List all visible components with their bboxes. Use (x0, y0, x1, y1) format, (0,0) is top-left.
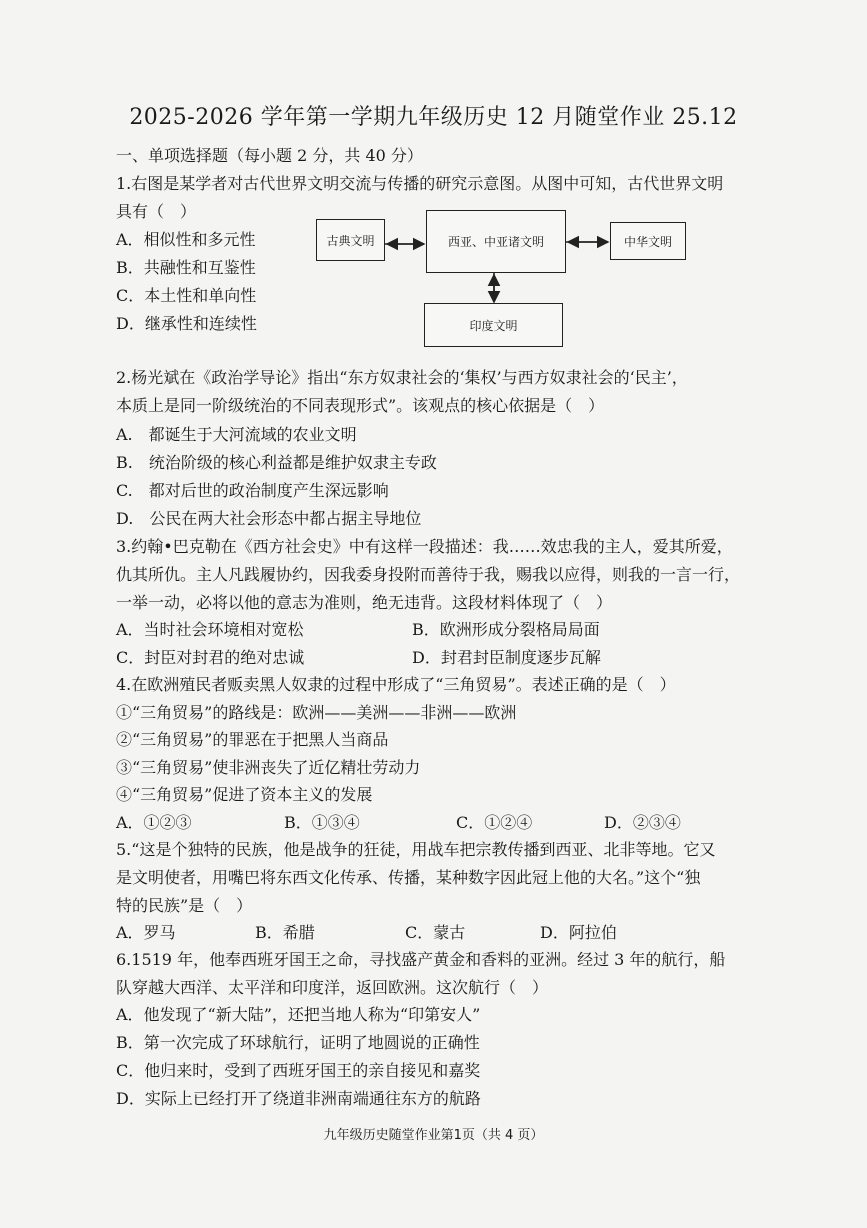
q4-statement-4: ④“三角贸易”促进了资本主义的发展 (116, 785, 373, 804)
q6-option-a: A．他发现了“新大陆”，还把当地人称为“印第安人” (116, 1005, 481, 1024)
q5-option-a: A．罗马 (116, 923, 176, 942)
box-indian-civilization: 印度文明 (424, 303, 563, 347)
page-title: 2025-2026 学年第一学期九年级历史 12 月随堂作业 25.12 (129, 105, 738, 130)
box-classical-civilization: 古典文明 (316, 219, 385, 261)
q2-option-b: B. 统治阶级的核心利益都是维护奴隶主专政 (116, 453, 437, 472)
q4-stem: 4.在欧洲殖民者贩卖黑人奴隶的过程中形成了“三角贸易”。表述正确的是（ ） (116, 675, 676, 694)
page-footer: 九年级历史随堂作业第1页（共 4 页） (323, 1128, 544, 1143)
q3-stem-line3: 一举一动，必将以他的意志为准则，绝无违背。这段材料体现了（ ） (116, 593, 613, 612)
q1-option-a: A．相似性和多元性 (116, 230, 256, 249)
q3-stem-line1: 3.约翰•巴克勒在《西方社会史》中有这样一段描述：我……效忠我的主人，爱其所爱， (116, 537, 733, 556)
q2-stem-line1: 2.杨光斌在《政治学导论》指出“东方奴隶社会的‘集权’与西方奴隶社会的‘民主’， (116, 368, 688, 387)
q6-option-b: B．第一次完成了环球航行，证明了地圆说的正确性 (116, 1033, 480, 1052)
q2-option-a: A. 都诞生于大河流域的农业文明 (116, 425, 357, 444)
q5-option-d: D．阿拉伯 (540, 923, 617, 942)
q4-option-b: B．①③④ (284, 813, 360, 832)
box-west-central-asia-civilization: 西亚、中亚诸文明 (426, 210, 566, 273)
q5-stem-line1: 5.“这是个独特的民族，他是战争的狂徒，用战车把宗教传播到西亚、北非等地。它又 (116, 840, 716, 859)
q5-stem-line3: 特的民族”是（ ） (116, 896, 253, 915)
q4-option-a: A．①②③ (116, 813, 192, 832)
q4-statement-2: ②“三角贸易”的罪恶在于把黑人当商品 (116, 730, 389, 749)
q1-option-b: B．共融性和互鉴性 (116, 258, 256, 277)
q6-stem-line1: 6.1519 年，他奉西班牙国王之命，寻找盛产黄金和香料的亚洲。经过 3 年的航行，船 (116, 950, 726, 969)
q5-option-b: B．希腊 (255, 923, 315, 942)
q6-option-d: D．实际上已经打开了绕道非洲南端通往东方的航路 (116, 1089, 481, 1108)
q6-stem-line2: 队穿越大西洋、太平洋和印度洋，返回欧洲。这次航行（ ） (116, 978, 549, 997)
q4-option-d: D．②③④ (604, 813, 681, 832)
q2-option-d: D. 公民在两大社会形态中都占据主导地位 (116, 509, 422, 528)
q5-option-c: C．蒙古 (405, 923, 466, 942)
q3-stem-line2: 仇其所仇。主人凡践履协约，因我委身投附而善待于我，赐我以应得，则我的一言一行， (116, 565, 741, 584)
box-chinese-civilization: 中华文明 (610, 222, 686, 260)
q3-option-c: C．封臣对封君的绝对忠诚 (116, 648, 305, 667)
section-heading: 一、单项选择题（每小题 2 分，共 40 分） (116, 146, 423, 165)
q2-option-c: C. 都对后世的政治制度产生深远影响 (116, 481, 389, 500)
q1-stem-line2: 具有（ ） (116, 202, 197, 221)
q1-stem-line1: 1.右图是某学者对古代世界文明交流与传播的研究示意图。从图中可知，古代世界文明 (116, 174, 724, 193)
q4-statement-1: ①“三角贸易”的路线是：欧洲——美洲——非洲——欧洲 (116, 703, 517, 722)
q3-option-a: A．当时社会环境相对宽松 (116, 620, 304, 639)
q5-stem-line2: 是文明使者，用嘴巴将东西文化传承、传播，某种数字因此冠上他的大名。”这个“独 (116, 868, 701, 887)
q6-option-c: C．他归来时，受到了西班牙国王的亲自接见和嘉奖 (116, 1061, 481, 1080)
q1-option-c: C．本土性和单向性 (116, 286, 257, 305)
q2-stem-line2: 本质上是同一阶级统治的不同表现形式”。该观点的核心依据是（ ） (116, 396, 605, 415)
q3-option-b: B．欧洲形成分裂格局局面 (412, 620, 600, 639)
q4-statement-3: ③“三角贸易”使非洲丧失了近亿精壮劳动力 (116, 758, 421, 777)
q1-option-d: D．继承性和连续性 (116, 314, 257, 333)
q4-option-c: C．①②④ (456, 813, 533, 832)
q3-option-d: D．封君封臣制度逐步瓦解 (412, 648, 601, 667)
